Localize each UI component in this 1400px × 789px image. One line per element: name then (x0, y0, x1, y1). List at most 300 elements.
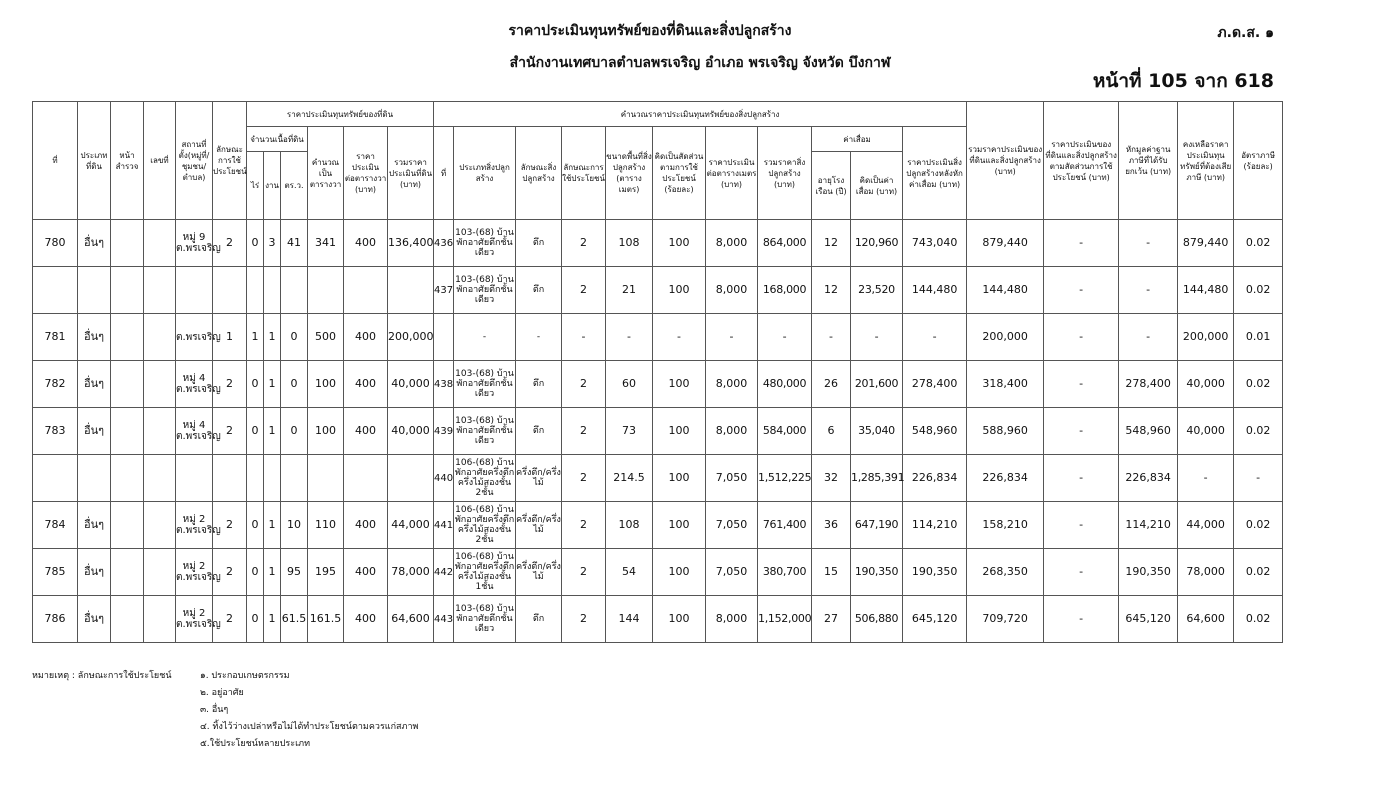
cell-tax-rate: 0.02 (1234, 596, 1283, 643)
cell-total-all: 144,480 (967, 267, 1044, 314)
cell-b-total: - (758, 314, 812, 361)
cell-tax-base: 40,000 (1178, 408, 1234, 455)
cell-b-pct: 100 (653, 502, 706, 549)
cell-tax-rate: 0.02 (1234, 549, 1283, 596)
cell-b-kind: ตึก (516, 596, 562, 643)
cell-b-area: 108 (606, 502, 653, 549)
cell-page-survey (111, 455, 144, 502)
cell-calc-sqw (308, 267, 344, 314)
cell-b-total: 168,000 (758, 267, 812, 314)
cell-calc-sqw: 100 (308, 408, 344, 455)
col-calc-sqw: คำนวณเป็นตารางวา (308, 127, 344, 220)
cell-b-total: 380,700 (758, 549, 812, 596)
cell-total-all: 318,400 (967, 361, 1044, 408)
cell-b-total: 480,000 (758, 361, 812, 408)
cell-ngan (264, 267, 281, 314)
cell-price-per-sqw: 400 (344, 408, 388, 455)
cell-price-per-sqw: 400 (344, 314, 388, 361)
cell-land-type (78, 455, 111, 502)
cell-use-type: 1 (213, 314, 247, 361)
col-dep-amount: คิดเป็นค่าเสื่อม (บาท) (851, 152, 903, 220)
cell-b-type: 103-(68) บ้านพักอาศัยตึกชั้นเดียว (454, 596, 516, 643)
cell-dep-amount: 120,960 (851, 220, 903, 267)
cell-b-price-sqm: 8,000 (706, 361, 758, 408)
cell-b-price-sqm: 7,050 (706, 455, 758, 502)
cell-b-no: 441 (434, 502, 454, 549)
cell-b-no: 442 (434, 549, 454, 596)
cell-ngan: 1 (264, 361, 281, 408)
col-price-per-sqw: ราคาประเมินต่อตารางวา (บาท) (344, 127, 388, 220)
cell-calc-sqw: 341 (308, 220, 344, 267)
cell-page-survey (111, 596, 144, 643)
cell-b-type: 103-(68) บ้านพักอาศัยตึกชั้นเดียว (454, 361, 516, 408)
cell-no: 784 (33, 502, 78, 549)
cell-deduction: - (1119, 267, 1178, 314)
cell-age: 15 (812, 549, 851, 596)
cell-b-pct: 100 (653, 361, 706, 408)
cell-tax-rate: 0.02 (1234, 220, 1283, 267)
cell-by-use: - (1044, 549, 1119, 596)
col-b-price-sqm: ราคาประเมินต่อตารางเมตร (บาท) (706, 127, 758, 220)
cell-tax-rate: 0.02 (1234, 502, 1283, 549)
cell-deduction: 114,210 (1119, 502, 1178, 549)
col-b-area: ขนาดพื้นที่สิ่งปลูกสร้าง (ตารางเมตร) (606, 127, 653, 220)
cell-b-total: 761,400 (758, 502, 812, 549)
cell-b-after-dep: 144,480 (903, 267, 967, 314)
cell-land-type: อื่นๆ (78, 502, 111, 549)
cell-price-per-sqw: 400 (344, 549, 388, 596)
cell-no: 781 (33, 314, 78, 361)
cell-b-pct: 100 (653, 408, 706, 455)
note-item: ๑. ประกอบเกษตรกรรม (200, 671, 290, 681)
cell-b-type: 103-(68) บ้านพักอาศัยตึกชั้นเดียว (454, 220, 516, 267)
cell-b-pct: 100 (653, 596, 706, 643)
cell-deduction: 226,834 (1119, 455, 1178, 502)
cell-dep-amount: 506,880 (851, 596, 903, 643)
table-row (33, 220, 1283, 267)
cell-tax-base: 40,000 (1178, 361, 1234, 408)
cell-b-pct: - (653, 314, 706, 361)
cell-doc-no (144, 314, 176, 361)
cell-dep-amount: 35,040 (851, 408, 903, 455)
cell-dep-amount: 201,600 (851, 361, 903, 408)
cell-land-type: อื่นๆ (78, 549, 111, 596)
cell-b-no: 440 (434, 455, 454, 502)
group-building: คำนวณราคาประเมินทุนทรัพย์ของสิ่งปลูกสร้าง (434, 102, 967, 127)
cell-total-land (388, 267, 434, 314)
cell-deduction: - (1119, 220, 1178, 267)
cell-b-kind: ครึ่งตึก/ครึ่งไม้ (516, 502, 562, 549)
cell-page-survey (111, 267, 144, 314)
cell-location: หมู่ 9 ต.พรเจริญ (176, 220, 213, 267)
cell-rai: 0 (247, 596, 264, 643)
cell-b-pct: 100 (653, 220, 706, 267)
cell-b-kind: ตึก (516, 408, 562, 455)
cell-tax-base: 200,000 (1178, 314, 1234, 361)
cell-deduction: 190,350 (1119, 549, 1178, 596)
cell-b-use: 2 (562, 596, 606, 643)
table-row (33, 361, 1283, 408)
cell-b-kind: - (516, 314, 562, 361)
cell-b-no: 443 (434, 596, 454, 643)
cell-land-type: อื่นๆ (78, 220, 111, 267)
table-row (33, 549, 1283, 596)
cell-b-no: 436 (434, 220, 454, 267)
cell-by-use: - (1044, 502, 1119, 549)
cell-page-survey (111, 549, 144, 596)
cell-b-pct: 100 (653, 455, 706, 502)
cell-doc-no (144, 220, 176, 267)
cell-no: 786 (33, 596, 78, 643)
cell-b-type: 103-(68) บ้านพักอาศัยตึกชั้นเดียว (454, 408, 516, 455)
cell-total-land: 64,600 (388, 596, 434, 643)
cell-price-per-sqw: 400 (344, 502, 388, 549)
cell-b-kind: ตึก (516, 220, 562, 267)
cell-dep-amount: 190,350 (851, 549, 903, 596)
cell-price-per-sqw: 400 (344, 220, 388, 267)
cell-b-no (434, 314, 454, 361)
cell-by-use: - (1044, 361, 1119, 408)
cell-b-use: 2 (562, 455, 606, 502)
col-total-land: รวมราคาประเมินที่ดิน (บาท) (388, 127, 434, 220)
cell-no (33, 455, 78, 502)
note-item: ๓. อื่นๆ (200, 705, 229, 715)
cell-location: หมู่ 4 ต.พรเจริญ (176, 408, 213, 455)
cell-price-per-sqw (344, 455, 388, 502)
table-row (33, 314, 1283, 361)
cell-age: 32 (812, 455, 851, 502)
cell-sqw: 0 (281, 314, 308, 361)
cell-doc-no (144, 549, 176, 596)
assessment-table (32, 101, 1283, 643)
group-land: ราคาประเมินทุนทรัพย์ของที่ดิน (247, 102, 434, 127)
cell-dep-amount: 647,190 (851, 502, 903, 549)
cell-ngan (264, 455, 281, 502)
cell-b-total: 1,512,225 (758, 455, 812, 502)
cell-total-all: 709,720 (967, 596, 1044, 643)
cell-calc-sqw (308, 455, 344, 502)
col-deduction: หักมูลค่าฐานภาษีที่ได้รับยกเว้น (บาท) (1119, 102, 1178, 220)
cell-age: 6 (812, 408, 851, 455)
cell-age: - (812, 314, 851, 361)
table-body (33, 220, 1283, 643)
cell-b-after-dep: 226,834 (903, 455, 967, 502)
table-row (33, 455, 1283, 502)
form-code: ภ.ด.ส. ๑ (1217, 25, 1274, 41)
cell-b-pct: 100 (653, 549, 706, 596)
cell-rai: 1 (247, 314, 264, 361)
group-depreciation: ค่าเสื่อม (812, 127, 903, 152)
cell-rai: 0 (247, 408, 264, 455)
cell-b-kind: ตึก (516, 361, 562, 408)
cell-b-total: 1,152,000 (758, 596, 812, 643)
cell-deduction: 645,120 (1119, 596, 1178, 643)
cell-tax-base: 44,000 (1178, 502, 1234, 549)
cell-location: หมู่ 4 ต.พรเจริญ (176, 361, 213, 408)
cell-land-type: อื่นๆ (78, 408, 111, 455)
cell-use-type: 2 (213, 220, 247, 267)
col-b-type: ประเภทสิ่งปลูกสร้าง (454, 127, 516, 220)
cell-b-use: 2 (562, 267, 606, 314)
col-ngan: งาน (264, 152, 281, 220)
cell-b-area: 144 (606, 596, 653, 643)
cell-page-survey (111, 361, 144, 408)
cell-b-area: 214.5 (606, 455, 653, 502)
notes-list (200, 668, 418, 753)
cell-b-area: 73 (606, 408, 653, 455)
cell-tax-base: - (1178, 455, 1234, 502)
cell-no: 780 (33, 220, 78, 267)
cell-calc-sqw: 195 (308, 549, 344, 596)
cell-tax-rate: 0.02 (1234, 361, 1283, 408)
cell-tax-rate: - (1234, 455, 1283, 502)
cell-land-type: อื่นๆ (78, 596, 111, 643)
cell-use-type: 2 (213, 408, 247, 455)
note-item: ๔. ทิ้งไว้ว่างเปล่าหรือไม่ได้ทำประโยชน์ตามควรแก่สภาพ (200, 722, 419, 732)
cell-calc-sqw: 110 (308, 502, 344, 549)
cell-b-area: 108 (606, 220, 653, 267)
cell-b-type: 103-(68) บ้านพักอาศัยตึกชั้นเดียว (454, 267, 516, 314)
cell-b-price-sqm: 8,000 (706, 220, 758, 267)
col-tax-base: คงเหลือราคาประเมินทุนทรัพย์ที่ต้องเสียภาษี (บาท) (1178, 102, 1234, 220)
cell-dep-amount: - (851, 314, 903, 361)
cell-by-use: - (1044, 314, 1119, 361)
cell-b-pct: 100 (653, 267, 706, 314)
cell-b-total: 584,000 (758, 408, 812, 455)
cell-doc-no (144, 502, 176, 549)
cell-age: 12 (812, 267, 851, 314)
cell-land-type: อื่นๆ (78, 314, 111, 361)
col-rai: ไร่ (247, 152, 264, 220)
col-page-survey: หน้าสำรวจ (111, 102, 144, 220)
cell-b-total: 864,000 (758, 220, 812, 267)
cell-page-survey (111, 314, 144, 361)
cell-sqw: 61.5 (281, 596, 308, 643)
cell-total-all: 588,960 (967, 408, 1044, 455)
note-item: ๒. อยู่อาศัย (200, 688, 244, 698)
cell-sqw: 0 (281, 361, 308, 408)
cell-no: 783 (33, 408, 78, 455)
cell-ngan: 1 (264, 502, 281, 549)
cell-b-area: 54 (606, 549, 653, 596)
cell-b-after-dep: 190,350 (903, 549, 967, 596)
cell-b-type: - (454, 314, 516, 361)
cell-b-kind: ตึก (516, 267, 562, 314)
cell-b-kind: ครึ่งตึก/ครึ่งไม้ (516, 455, 562, 502)
report-subtitle: สำนักงานเทศบาลตำบลพรเจริญ อำเภอ พรเจริญ จังหวัด บึงกาฬ (509, 55, 891, 71)
cell-price-per-sqw: 400 (344, 361, 388, 408)
group-land-area: จำนวนเนื้อที่ดิน (247, 127, 308, 152)
cell-by-use: - (1044, 267, 1119, 314)
cell-b-type: 106-(68) บ้านพักอาศัยครึ่งตึกครึ่งไม้สองชั้น 1ชั้น (454, 549, 516, 596)
col-b-kind: ลักษณะสิ่งปลูกสร้าง (516, 127, 562, 220)
cell-tax-rate: 0.02 (1234, 267, 1283, 314)
cell-location: หมู่ 2 ต.พรเจริญ (176, 502, 213, 549)
cell-rai (247, 267, 264, 314)
cell-b-after-dep: 114,210 (903, 502, 967, 549)
cell-tax-base: 879,440 (1178, 220, 1234, 267)
cell-by-use: - (1044, 408, 1119, 455)
cell-b-use: - (562, 314, 606, 361)
cell-by-use: - (1044, 455, 1119, 502)
cell-land-type: อื่นๆ (78, 361, 111, 408)
cell-no (33, 267, 78, 314)
cell-calc-sqw: 161.5 (308, 596, 344, 643)
cell-ngan: 1 (264, 549, 281, 596)
cell-ngan: 1 (264, 314, 281, 361)
cell-sqw (281, 267, 308, 314)
cell-use-type (213, 455, 247, 502)
cell-b-price-sqm: 7,050 (706, 502, 758, 549)
col-location: สถานที่ตั้ง(หมู่ที่/ชุมชน/ตำบล) (176, 102, 213, 220)
cell-location: หมู่ 2 ต.พรเจริญ (176, 549, 213, 596)
cell-by-use: - (1044, 596, 1119, 643)
cell-sqw (281, 455, 308, 502)
table-row (33, 502, 1283, 549)
cell-page-survey (111, 220, 144, 267)
col-no: ที่ (33, 102, 78, 220)
col-b-pct: คิดเป็นสัดส่วนตามการใช้ประโยชน์ (ร้อยละ) (653, 127, 706, 220)
cell-price-per-sqw: 400 (344, 596, 388, 643)
cell-age: 26 (812, 361, 851, 408)
cell-deduction: 548,960 (1119, 408, 1178, 455)
cell-calc-sqw: 100 (308, 361, 344, 408)
col-b-no: ที่ (434, 127, 454, 220)
table-row (33, 408, 1283, 455)
cell-total-all: 200,000 (967, 314, 1044, 361)
cell-doc-no (144, 455, 176, 502)
cell-b-after-dep: 548,960 (903, 408, 967, 455)
cell-b-price-sqm: 8,000 (706, 596, 758, 643)
cell-b-after-dep: 743,040 (903, 220, 967, 267)
cell-b-use: 2 (562, 549, 606, 596)
cell-tax-base: 78,000 (1178, 549, 1234, 596)
cell-doc-no (144, 596, 176, 643)
col-land-type: ประเภทที่ดิน (78, 102, 111, 220)
cell-dep-amount: 1,285,391 (851, 455, 903, 502)
cell-age: 36 (812, 502, 851, 549)
cell-location (176, 455, 213, 502)
cell-use-type (213, 267, 247, 314)
cell-use-type: 2 (213, 361, 247, 408)
cell-b-price-sqm: 7,050 (706, 549, 758, 596)
cell-age: 27 (812, 596, 851, 643)
cell-no: 785 (33, 549, 78, 596)
col-sqw: ตร.ว. (281, 152, 308, 220)
col-total-all: รวมราคาประเมินของที่ดินและสิ่งปลูกสร้าง (บาท) (967, 102, 1044, 220)
col-use-type: ลักษณะการใช้ประโยชน์ (213, 102, 247, 220)
cell-total-land: 136,400 (388, 220, 434, 267)
cell-ngan: 1 (264, 408, 281, 455)
cell-ngan: 1 (264, 596, 281, 643)
cell-no: 782 (33, 361, 78, 408)
col-doc-no: เลขที่ (144, 102, 176, 220)
report-title: ราคาประเมินทุนทรัพย์ของที่ดินและสิ่งปลูกสร้าง (508, 23, 792, 39)
notes-label: หมายเหตุ : ลักษณะการใช้ประโยชน์ (32, 671, 172, 681)
cell-rai: 0 (247, 502, 264, 549)
cell-b-no: 438 (434, 361, 454, 408)
cell-page-survey (111, 408, 144, 455)
cell-tax-rate: 0.01 (1234, 314, 1283, 361)
cell-use-type: 2 (213, 502, 247, 549)
cell-b-price-sqm: - (706, 314, 758, 361)
cell-ngan: 3 (264, 220, 281, 267)
cell-b-no: 439 (434, 408, 454, 455)
cell-use-type: 2 (213, 596, 247, 643)
cell-age: 12 (812, 220, 851, 267)
cell-b-use: 2 (562, 220, 606, 267)
cell-b-no: 437 (434, 267, 454, 314)
cell-sqw: 95 (281, 549, 308, 596)
cell-b-area: 21 (606, 267, 653, 314)
cell-total-land (388, 455, 434, 502)
cell-b-use: 2 (562, 361, 606, 408)
cell-location (176, 267, 213, 314)
cell-page-survey (111, 502, 144, 549)
cell-b-type: 106-(68) บ้านพักอาศัยครึ่งตึกครึ่งไม้สองชั้น 2ชั้น (454, 455, 516, 502)
page-number: หน้าที่ 105 จาก 618 (1092, 70, 1274, 92)
cell-location: ต.พรเจริญ (176, 314, 213, 361)
cell-total-land: 44,000 (388, 502, 434, 549)
col-by-use: ราคาประเมินของที่ดินและสิ่งปลูกสร้างตามสัดส่วนการใช้ประโยชน์ (บาท) (1044, 102, 1119, 220)
cell-total-land: 78,000 (388, 549, 434, 596)
cell-by-use: - (1044, 220, 1119, 267)
cell-b-type: 106-(68) บ้านพักอาศัยครึ่งตึกครึ่งไม้สองชั้น 2ชั้น (454, 502, 516, 549)
cell-total-all: 158,210 (967, 502, 1044, 549)
cell-tax-base: 144,480 (1178, 267, 1234, 314)
cell-b-after-dep: 645,120 (903, 596, 967, 643)
cell-tax-base: 64,600 (1178, 596, 1234, 643)
cell-calc-sqw: 500 (308, 314, 344, 361)
cell-sqw: 41 (281, 220, 308, 267)
cell-b-after-dep: - (903, 314, 967, 361)
cell-total-land: 200,000 (388, 314, 434, 361)
cell-total-land: 40,000 (388, 361, 434, 408)
cell-dep-amount: 23,520 (851, 267, 903, 314)
cell-use-type: 2 (213, 549, 247, 596)
cell-rai: 0 (247, 361, 264, 408)
cell-b-use: 2 (562, 408, 606, 455)
note-item: ๕.ใช้ประโยชน์หลายประเภท (200, 739, 311, 749)
cell-tax-rate: 0.02 (1234, 408, 1283, 455)
cell-total-all: 226,834 (967, 455, 1044, 502)
cell-total-all: 879,440 (967, 220, 1044, 267)
cell-b-kind: ครึ่งตึก/ครึ่งไม้ (516, 549, 562, 596)
table-row (33, 267, 1283, 314)
cell-rai: 0 (247, 549, 264, 596)
col-b-use: ลักษณะการใช้ประโยชน์ (562, 127, 606, 220)
cell-deduction: 278,400 (1119, 361, 1178, 408)
col-age: อายุโรงเรือน (ปี) (812, 152, 851, 220)
cell-b-use: 2 (562, 502, 606, 549)
cell-sqw: 10 (281, 502, 308, 549)
cell-doc-no (144, 408, 176, 455)
col-tax-rate: อัตราภาษี (ร้อยละ) (1234, 102, 1283, 220)
cell-total-land: 40,000 (388, 408, 434, 455)
cell-doc-no (144, 361, 176, 408)
col-b-after-dep: ราคาประเมินสิ่งปลูกสร้างหลังหักค่าเสื่อม (บาท) (903, 127, 967, 220)
cell-total-all: 268,350 (967, 549, 1044, 596)
cell-sqw: 0 (281, 408, 308, 455)
cell-location: หมู่ 2 ต.พรเจริญ (176, 596, 213, 643)
cell-rai: 0 (247, 220, 264, 267)
cell-price-per-sqw (344, 267, 388, 314)
cell-land-type (78, 267, 111, 314)
table-row (33, 596, 1283, 643)
cell-rai (247, 455, 264, 502)
cell-b-price-sqm: 8,000 (706, 408, 758, 455)
cell-deduction: - (1119, 314, 1178, 361)
